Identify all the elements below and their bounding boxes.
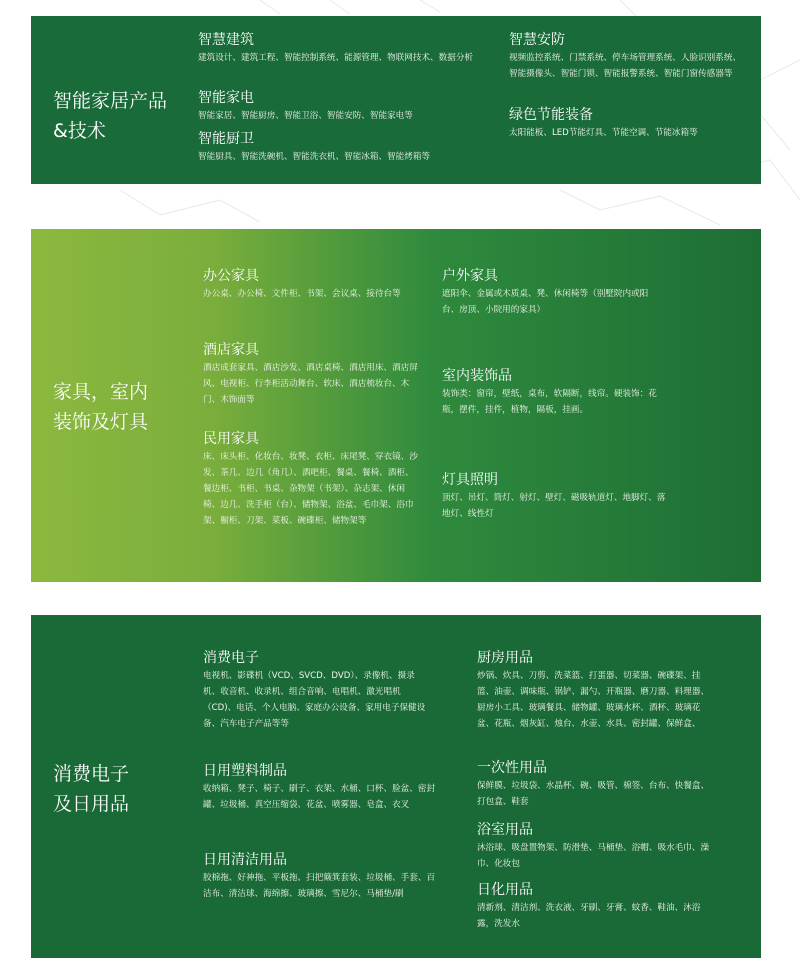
- category-block: [477, 649, 717, 732]
- category-items: 沐浴球、吸盘置物架、防滑垫、马桶垫、浴帽、吸水毛巾、澡巾、化妆包: [477, 843, 710, 869]
- category-heading: 智能厨卫: [198, 131, 254, 147]
- category-heading: 日用塑料制品: [203, 763, 287, 779]
- panel-smart-home: [31, 16, 761, 184]
- category-heading: 厨房用品: [477, 650, 533, 666]
- category-heading: 智慧安防: [509, 32, 565, 48]
- category-block: [203, 649, 428, 732]
- category-block: [198, 89, 478, 124]
- category-items: 床、床头柜、化妆台、妆凳、衣柜、床尾凳、穿衣镜、沙发、茶几、边几（角几）、酒吧柜、餐桌、餐椅、酒柜、餐边柜、书柜、书桌、杂物架（书架）、杂志架、休闲椅、边几、洗手柜（台）、储物架、浴盆、毛巾架、浴巾架、橱柜、刀架、菜板、碗碟柜、储物架等: [203, 452, 418, 526]
- category-block: [203, 762, 438, 813]
- category-block: [477, 821, 717, 872]
- category-heading: 民用家具: [203, 431, 259, 447]
- panel-title: 智能家居产品&技术: [53, 90, 168, 142]
- category-items: 建筑设计、建筑工程、智能控制系统、能源管理、物联网技术、数据分析: [198, 53, 474, 63]
- category-block: [198, 31, 478, 66]
- category-block: [509, 31, 744, 82]
- category-heading: 办公家具: [203, 268, 259, 284]
- category-block: [203, 267, 418, 302]
- category-block: [442, 471, 667, 522]
- category-block: [442, 367, 662, 418]
- category-items: 酒店成套家具、酒店沙发、酒店桌椅、酒店用床、酒店屏风、电视柜、行李柜活动舞台、软床、酒店梳妆台、木门、木饰面等: [203, 363, 418, 405]
- panel-title: 消费电子及日用品: [53, 763, 130, 815]
- category-block: [442, 267, 662, 318]
- category-heading: 酒店家具: [203, 342, 259, 358]
- category-block: [198, 130, 478, 165]
- category-heading: 消费电子: [203, 650, 259, 666]
- category-block: [509, 106, 744, 141]
- category-heading: 户外家具: [442, 268, 498, 284]
- category-heading: 灯具照明: [442, 472, 498, 488]
- category-heading: 浴室用品: [477, 822, 533, 838]
- category-items: 炒锅、炊具、刀剪、洗菜篮、打蛋器、切菜器、碗碟架、挂篮、油壶、调味瓶、锅铲、漏勺、开瓶器、磨刀器、料理器、厨房小工具、玻璃餐具、储物罐、玻璃水杯、酒杯、玻璃花盆、花瓶、烟灰缸、烛台、水壶、水具、密封罐、保鲜盒、: [477, 671, 710, 729]
- category-items: 办公桌、办公椅、文件柜、书架、会议桌、接待台等: [203, 289, 401, 299]
- category-heading: 智能家电: [198, 90, 254, 106]
- panel-title: 家具，室内装饰及灯具: [53, 381, 149, 433]
- category-block: [203, 851, 438, 902]
- category-heading: 绿色节能装备: [509, 107, 593, 123]
- category-items: 电视机、影碟机（VCD、SVCD、DVD）、录像机、摄录机、收音机、收录机、组合音响、电唱机、激光唱机（CD)、电话、个人电脑、家庭办公设备、家用电子保健设备、汽车电子产品等等: [203, 671, 426, 729]
- category-block: [203, 341, 418, 408]
- category-items: 收纳箱、凳子、椅子、刷子、衣架、水桶、口杯、脸盆、密封罐、垃圾桶、真空压缩袋、花盆、喷雾器、皂盒、衣叉: [203, 784, 436, 810]
- category-items: 智能厨具、智能洗碗机、智能洗衣机、智能冰箱、智能烤箱等: [198, 152, 431, 162]
- category-items: 视频监控系统、门禁系统、停车场管理系统、人脸识别系统、智能摄像头、智能门锁、智能报警系统、智能门窗传感器等: [509, 53, 742, 79]
- category-heading: 日用清洁用品: [203, 852, 287, 868]
- category-heading: 日化用品: [477, 882, 533, 898]
- category-items: 胶棉拖、好神拖、平板拖、扫把簸箕套装、垃圾桶、手套、百洁布、清洁球、海绵擦、玻璃擦、雪尼尔、马桶垫/刷: [203, 873, 436, 899]
- category-items: 太阳能板、LED节能灯具、节能空调、节能冰箱等: [509, 128, 698, 138]
- panel-furniture: [31, 229, 761, 582]
- category-block: [203, 430, 418, 529]
- panel-consumer-goods: [31, 615, 761, 958]
- category-items: 智能家居、智能厨房、智能卫浴、智能安防、智能家电等: [198, 111, 413, 121]
- category-block: [477, 759, 717, 810]
- category-items: 装饰类：窗帘，壁纸，桌布，软隔断，线帘。硬装饰：花瓶，摆件，挂件，植物，隔板，挂画。: [442, 389, 657, 415]
- category-items: 清新剂、清洁剂、洗衣液、牙刷、牙膏、蚊香、鞋油、沐浴露，洗发水: [477, 903, 701, 929]
- category-heading: 室内装饰品: [442, 368, 512, 384]
- category-items: 顶灯、吊灯、筒灯、射灯、壁灯、磁吸轨道灯、地脚灯、落地灯、线性灯: [442, 493, 666, 519]
- category-items: 遮阳伞、金属或木质桌、凳、休闲椅等（别墅院内或阳台、房顶、小院用的家具）: [442, 289, 649, 315]
- category-heading: 智慧建筑: [198, 32, 254, 48]
- category-block: [477, 881, 717, 932]
- category-items: 保鲜膜、垃圾袋、水晶杯、碗、吸管、棉签、台布、快餐盒、打包盒、鞋套: [477, 781, 710, 807]
- category-heading: 一次性用品: [477, 760, 547, 776]
